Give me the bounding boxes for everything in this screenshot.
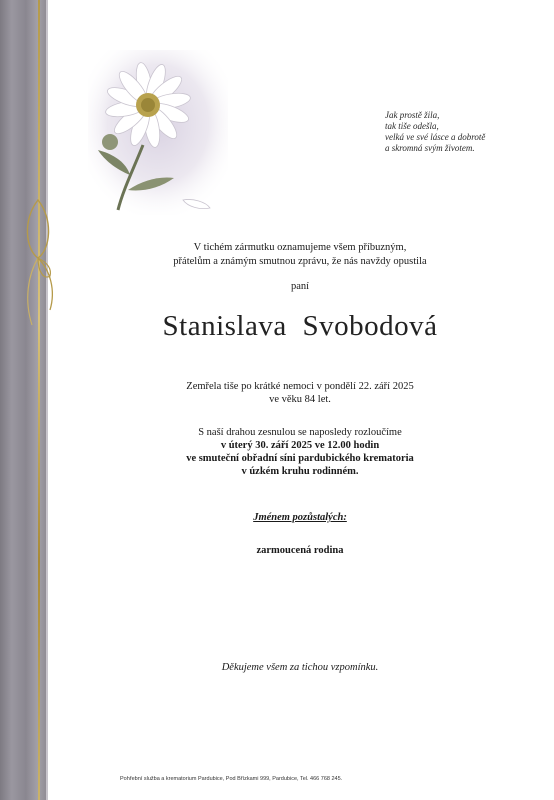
ribbon-bow-icon [20, 180, 68, 330]
funeral-note: v úzkém kruhu rodinném. [241, 466, 359, 477]
daisy-flower-image [88, 50, 228, 215]
funeral-date: v úterý 30. září 2025 ve 12.00 hodin [220, 440, 380, 451]
funeral-venue: ve smuteční obřadní síni pardubického krematoria [186, 453, 414, 464]
announcement-line: V tichém zármutku oznamujeme všem příbuzným, [193, 242, 407, 253]
bereaved-family: zarmoucená rodina [256, 545, 344, 556]
death-info [110, 380, 490, 406]
bereaved-label: Jménem pozůstalých: [253, 512, 347, 523]
poem-line: Jak prostě žila, [385, 110, 440, 120]
age-line: ve věku 84 let. [269, 394, 331, 405]
funeral-info [110, 426, 490, 478]
poem-line: tak tiše odešla, [385, 121, 439, 131]
announcement-line: přátelům a známým smutnou zprávu, že nás navždy opustila [173, 256, 427, 267]
announcement-text [110, 241, 490, 269]
footer-funeral-service: Pohřební služba a krematorium Pardubice, Pod Břízkami 999, Pardubice, Tel. 466 768 245. [120, 776, 343, 782]
salutation: paní [290, 281, 310, 292]
death-line: Zemřela tiše po krátké nemoci v pondělí 22. září 2025 [186, 381, 414, 392]
gold-cord [38, 0, 40, 800]
thanks-text: Děkujeme všem za tichou vzpomínku. [221, 662, 379, 673]
poem-line: velká ve své lásce a dobrotě [385, 132, 486, 142]
deceased-name: Stanislava Svobodová [162, 310, 438, 342]
funeral-line: S naší drahou zesnulou se naposledy rozloučíme [198, 427, 402, 438]
memorial-poem [385, 110, 545, 154]
poem-line: a skromná svým životem. [385, 143, 475, 153]
